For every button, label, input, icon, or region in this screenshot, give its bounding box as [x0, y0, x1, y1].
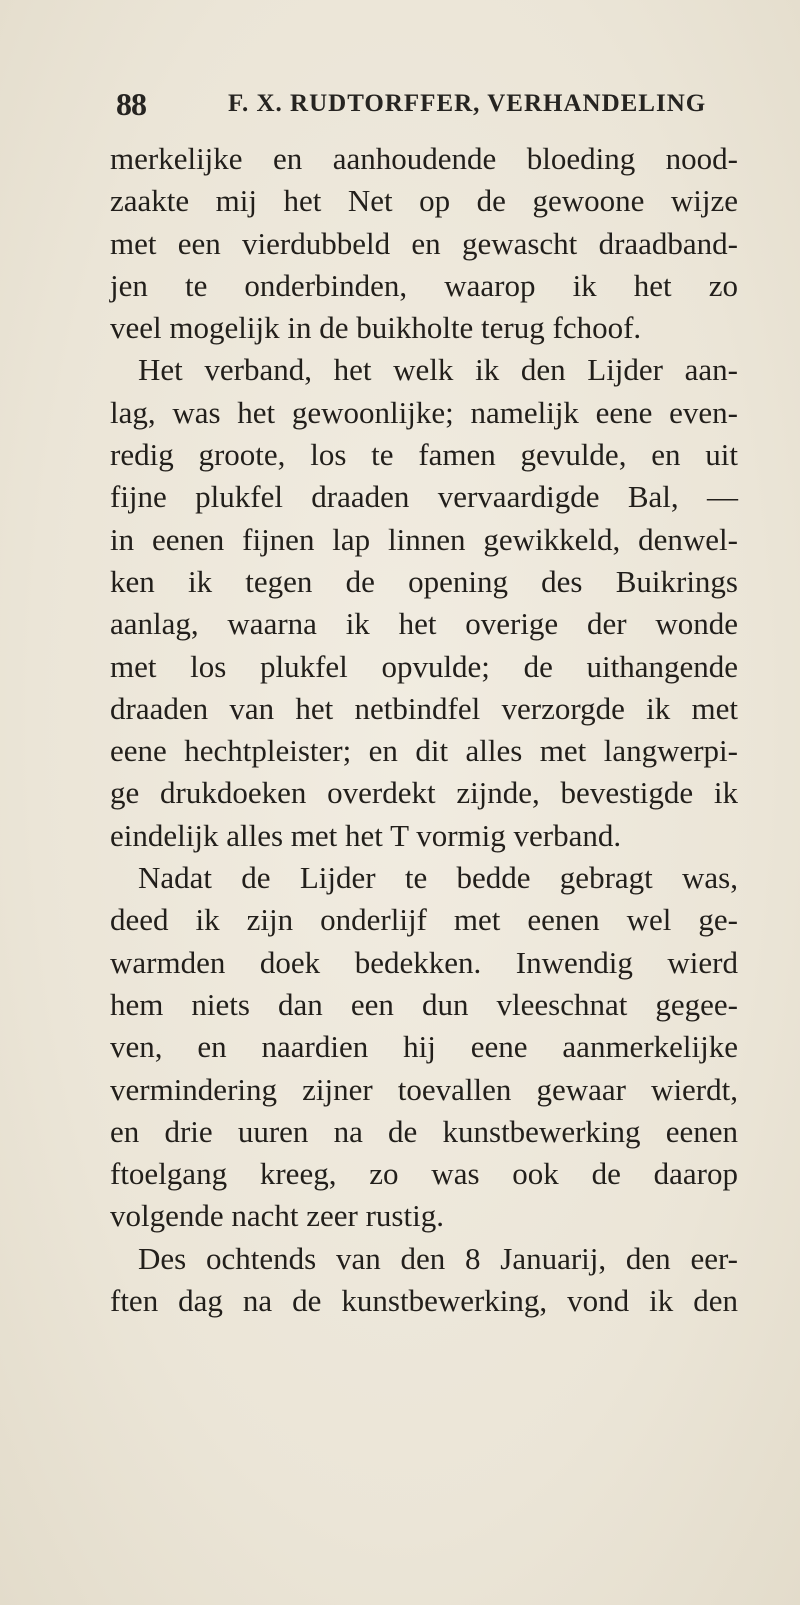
text-line: vermindering zijner toevallen gewaar wierdt,: [110, 1071, 738, 1107]
text-line: ken ik tegen de opening des Buikrings: [110, 563, 738, 599]
text-line: draaden van het netbindfel verzorgde ik met: [110, 690, 738, 726]
text-line: ften dag na de kunstbewerking, vond ik den: [110, 1283, 738, 1319]
text-line: met een vierdubbeld en gewascht draadband-: [110, 225, 738, 261]
body-text: [110, 138, 738, 1322]
text-line: ftoelgang kreeg, zo was ook de daarop: [110, 1156, 738, 1192]
text-line: veel mogelijk in de buikholte terug fchoof.: [110, 310, 642, 346]
text-line: in eenen fijnen lap linnen gewikkeld, denwel-: [110, 521, 738, 557]
text-line: zaakte mij het Net op de gewoone wijze: [110, 183, 738, 219]
text-line: volgende nacht zeer rustig.: [110, 1198, 444, 1234]
text-line: redig groote, los te famen gevulde, en uit: [110, 437, 738, 473]
text-line: met los plukfel opvulde; de uithangende: [110, 648, 738, 684]
text-line: Het verband, het welk ik den Lijder aan-: [138, 352, 738, 388]
text-line: en drie uuren na de kunstbewerking eenen: [110, 1113, 738, 1149]
text-line: ge drukdoeken overdekt zijnde, bevestigde ik: [110, 775, 738, 811]
text-line: ven, en naardien hij eene aanmerkelijke: [110, 1029, 738, 1065]
running-head: [116, 86, 716, 132]
text-line: eindelijk alles met het T vormig verband.: [110, 817, 622, 853]
text-line: jen te onderbinden, waarop ik het zo: [110, 267, 738, 303]
page-number: 88: [116, 86, 146, 122]
text-line: aanlag, waarna ik het overige der wonde: [110, 606, 738, 642]
text-line: merkelijke en aanhoudende bloeding nood-: [110, 141, 738, 176]
text-line: warmden doek bedekken. Inwendig wierd: [110, 944, 738, 980]
text-line: Nadat de Lijder te bedde gebragt was,: [138, 860, 738, 896]
text-line: eene hechtpleister; en dit alles met langwerpi-: [110, 733, 738, 769]
text-line: hem niets dan een dun vleeschnat gegee-: [110, 986, 738, 1022]
text-line: lag, was het gewoonlijke; namelijk eene even-: [110, 394, 738, 430]
text-line: Des ochtends van den 8 Januarij, den eer-: [138, 1240, 738, 1276]
text-line: deed ik zijn onderlijf met eenen wel ge-: [110, 902, 738, 938]
running-head-title: F. X. RUDTORFFER, VERHANDELING: [228, 90, 707, 117]
text-line: fijne plukfel draaden vervaardigde Bal, —: [110, 479, 738, 515]
